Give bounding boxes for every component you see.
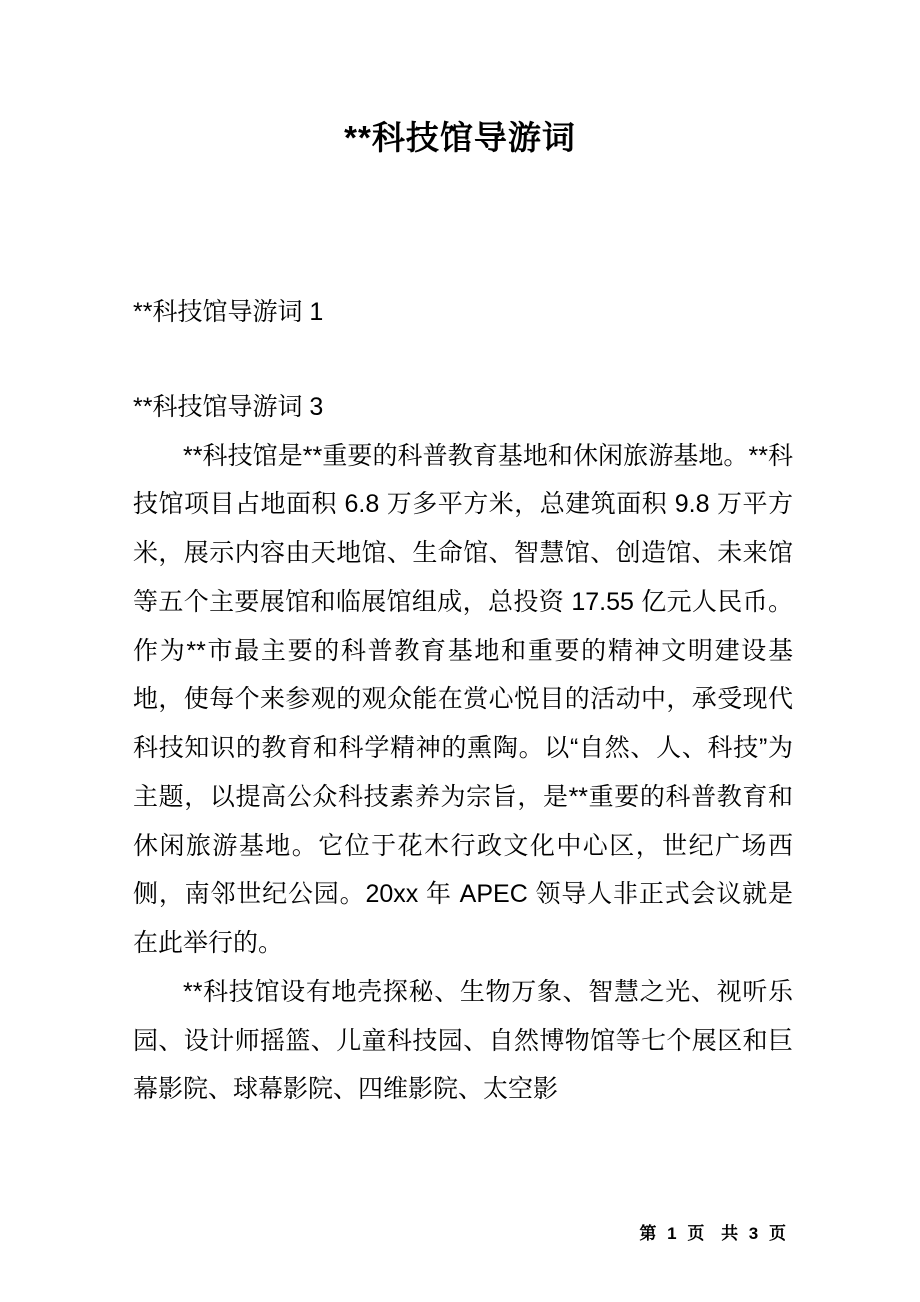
footer-page-label: 第 <box>639 1224 658 1243</box>
body-paragraph-1: **科技馆是**重要的科普教育基地和休闲旅游基地。**科技馆项目占地面积 6.8 万多平方米，总建筑面积 9.8 万平方米，展示内容由天地馆、生命馆、智慧馆、创造馆、未来馆等五个主要展馆和临展馆组成，总投资 17.55 亿元人民币。作为**市最主要的科普教育基地和重要的精神文明建设基地，使每个来参观的观众能在赏心悦目的活动中，承受现代科技知识的教育和科学精神的熏陶。以“自然、人、科技”为主题，以提高公众科技素养为宗旨，是**重要的科普教育和休闲旅游基地。它位于花木行政文化中心区，世纪广场西侧，南邻世纪公园。20xx 年 APEC 领导人非正式会议就是在此举行的。 <box>133 441 793 957</box>
footer-page-unit: 页 <box>687 1224 706 1243</box>
document-body <box>133 288 793 1114</box>
section-heading-2: **科技馆导游词 3 <box>133 392 324 421</box>
page-title: **科技馆导游词 <box>344 119 576 156</box>
page-footer <box>0 1219 920 1244</box>
body-paragraph-2: **科技馆设有地壳探秘、生物万象、智慧之光、视听乐园、设计师摇篮、儿童科技园、自然博物馆等七个展区和巨幕影院、球幕影院、四维影院、太空影 <box>133 977 793 1104</box>
section-heading-1: **科技馆导游词 1 <box>133 298 324 326</box>
footer-total-number: 3 <box>748 1224 760 1243</box>
footer-page-number: 1 <box>667 1224 678 1243</box>
footer-total-label: 共 <box>721 1224 740 1243</box>
footer-total-unit: 页 <box>769 1224 787 1243</box>
